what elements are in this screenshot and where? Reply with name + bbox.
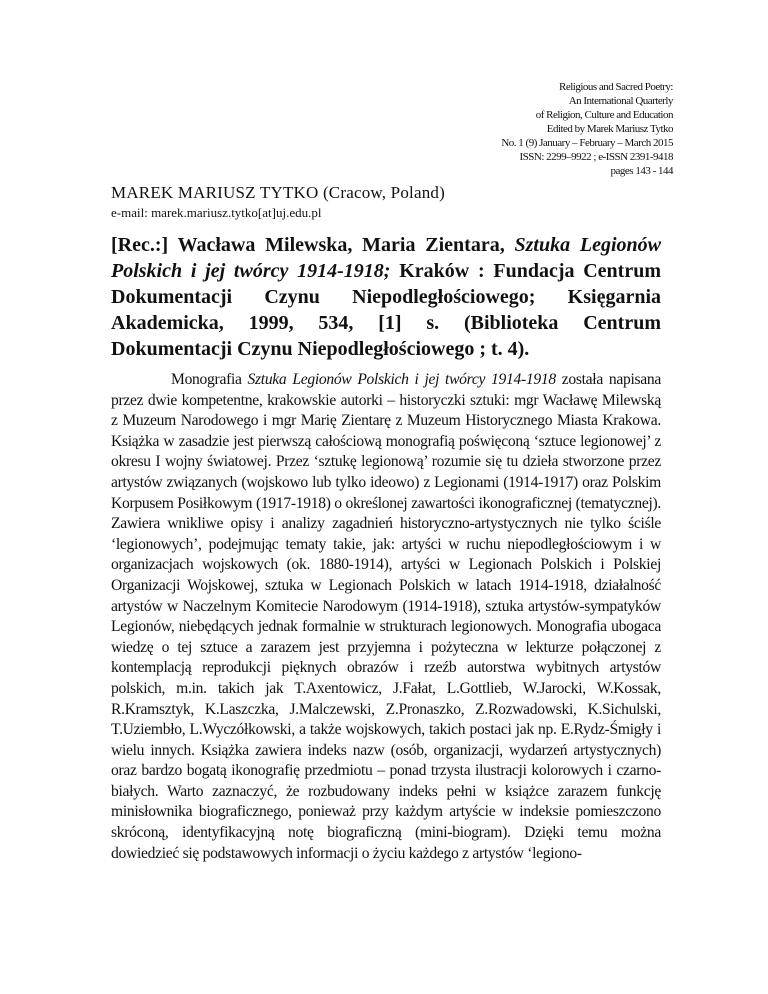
review-body	[111, 370, 661, 864]
journal-line: ISSN: 2299–9922 ; e-ISSN 2391-9418	[519, 151, 673, 163]
journal-line: An International Quarterly	[568, 95, 673, 107]
body-text: została napisana przez dwie kompetentne, krakowskie autorki – historyczki sztuki: mgr Wacławę Milewską z Muzeum Narodowego i mgr Marię Zientarę z Muzeum Historycznego Miasta Krakowa. Książka w zasadzie jest pierwszą całościową monografią poświęconą ‘sztuce legionowej’ z okresu I wojny światowej. Przez ‘sztukę legionową’ rozumie się tu dzieła stworzone przez artystów związanych (wojskowo lub tylko ideowo) z Legionami (1914-1917) oraz Polskim Korpusem Posiłkowym (1917-1918) o określonej zawartości ikonograficznej (tematycznej). Zawiera wnikliwe opisy i analizy zagadnień historyczno-artystycznych nie tylko ściśle ‘legionowych’, podejmując tematy takie, jak: artyści w ruchu niepodległościowym i w organizacjach wojskowych (ok. 1880-1914), artyści w Legionach Polskich i Polskiej Organizacji Wojskowej, sztuka w Legionach Polskich w latach 1914-1918, działalność artystów w Naczelnym Komitecie Narodowym (1914-1918), sztuka artystów-sympatyków Legionów, niebędących jednak formalnie w strukturach legionowych. Monografia ubogaca wiedzę o tej sztuce a zarazem jest przyjemna i pożyteczna w lekturze połączonej z kontemplacją reprodukcji pięknych obrazów i rzeźb autorstwa wybitnych artystów polskich, m.in. takich jak T.Axentowicz, J.Fałat, L.Gottlieb, W.Jarocki, W.Kossak, R.Kramsztyk, K.Laszczka, J.Malczewski, Z.Pronaszko, Z.Rozwadowski, K.Sichulski, T.Uziembło, L.Wyczółkowski, a także wojskowych, takich postaci jak np. E.Rydz-Śmigły i wielu innych. Książka zawiera indeks nazw (osób, organizacji, wydarzeń artystycznych) oraz bardzo bogatą ikonografię przedmiotu – ponad trzysta ilustracji kolorowych i czarno-białych. Warto zaznaczyć, że rozbudowany indeks pełni w książce zarazem funkcję minisłownika biograficznego, ponieważ przy każdym artyście w indeksie pomieszczono skróconą, identyfikacyjną notę biograficzną (mini-biogram). Dzięki temu można dowiedzieć się podstawowych informacji o życiu każdego z artystów ‘legiono-	[111, 371, 661, 862]
body-book-title: Sztuka Legionów Polskich i jej twórcy 1914-1918	[247, 371, 556, 388]
title-rest: Kraków : Fundacja Centrum Dokumentacji Czynu Niepodległościowego; Księgarnia Akademicka, 1999, 534, [1] s. (Biblioteka Centrum Dokumentacji Czynu Niepodległościowego ; t. 4).	[111, 260, 661, 360]
author-email: e-mail: marek.mariusz.tytko[at]uj.edu.pl	[111, 205, 322, 220]
body-intro: Monografia	[171, 371, 248, 388]
journal-line: No. 1 (9) January – February – March 2015	[501, 137, 673, 149]
title-book: Sztuka Legionów Polskich i jej twórcy 1914-1918;	[111, 234, 661, 282]
journal-line: Edited by Marek Mariusz Tytko	[546, 123, 673, 135]
body-paragraph	[111, 370, 661, 864]
journal-line: Religious and Sacred Poetry:	[558, 81, 673, 93]
review-title	[111, 232, 661, 362]
title-prefix: [Rec.:] Wacława Milewska, Maria Zientara,	[111, 234, 515, 256]
author-name: MAREK MARIUSZ TYTKO (Cracow, Poland)	[111, 183, 445, 202]
journal-header	[253, 80, 673, 178]
journal-line: pages 143 - 144	[610, 165, 673, 177]
journal-line: of Religion, Culture and Education	[535, 109, 673, 121]
